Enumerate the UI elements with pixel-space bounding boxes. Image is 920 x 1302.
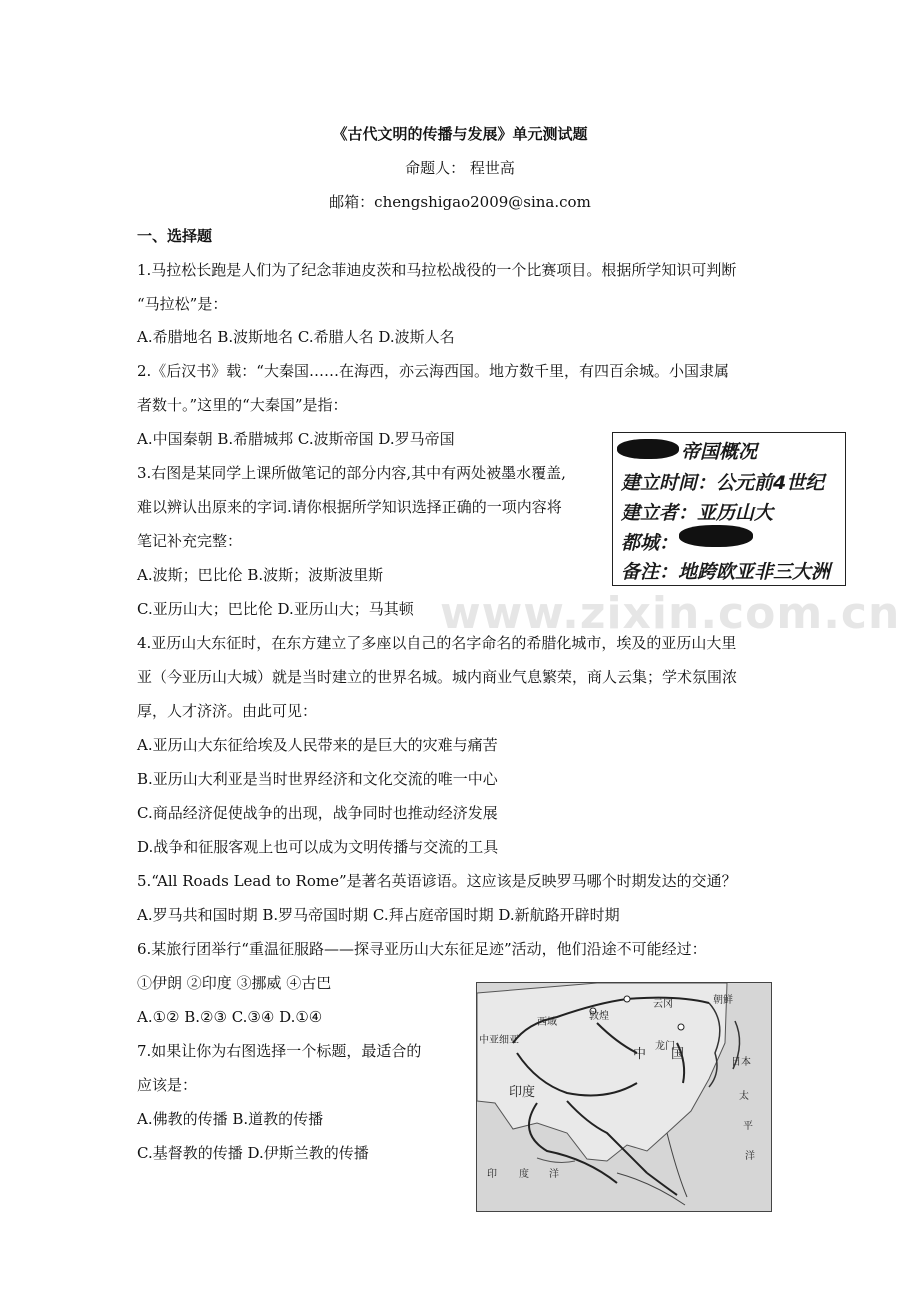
note-founder: 建立者：亚历山大 (621, 502, 774, 524)
map-label-central-asia: 中亚细亚 (479, 1035, 519, 1046)
question-4-stem-end: 厚，人才济济。由此可见： (137, 702, 318, 720)
question-2-stem: 2.《后汉书》载：“大秦国……在海西，亦云海西国。地方数千里，有四百余城。小国隶属 (137, 362, 729, 380)
question-6-choices: ①伊朗 ②印度 ③挪威 ④古巴 (137, 974, 332, 992)
map-label-pacific-3: 洋 (745, 1151, 755, 1162)
question-2-stem-cont: 者数十。”这里的“大秦国”是指： (137, 396, 348, 414)
map-label-japan: 日本 (731, 1057, 751, 1068)
author-line: 命题人： 程世高 (405, 159, 515, 177)
map-label-xiyu: 西域 (537, 1017, 557, 1028)
map-label-pacific-2: 平 (743, 1121, 753, 1132)
question-3-stem-end: 笔记补充完整： (137, 532, 243, 550)
question-3-options-ab: A.波斯；巴比伦 B.波斯；波斯波里斯 (137, 566, 384, 584)
question-5-options: A.罗马共和国时期 B.罗马帝国时期 C.拜占庭帝国时期 D.新航路开辟时期 (137, 906, 620, 924)
question-7-options-ab: A.佛教的传播 B.道教的传播 (137, 1110, 324, 1128)
map-label-indian-ocean-1: 印 (487, 1169, 497, 1180)
religion-spread-map (476, 982, 772, 1212)
note-title: 帝国概况 (681, 441, 758, 463)
question-3-stem: 3.右图是某同学上课所做笔记的部分内容,其中有两处被墨水覆盖, (137, 464, 566, 482)
document-title: 《古代文明的传播与发展》单元测试题 (332, 125, 588, 143)
map-label-india: 印度 (509, 1085, 536, 1100)
question-5-stem: 5.“All Roads Lead to Rome”是著名英语谚语。这应该是反映罗马哪个时期发达的交通？ (137, 872, 737, 890)
question-7-stem: 7.如果让你为右图选择一个标题，最适合的 (137, 1042, 422, 1060)
ink-blot (617, 439, 679, 459)
question-4-option-d: D.战争和征服客观上也可以成为文明传播与交流的工具 (137, 838, 499, 856)
map-label-pacific-1: 太 (739, 1091, 749, 1102)
handwritten-note-figure (612, 432, 846, 586)
question-1-stem-cont: “马拉松”是： (137, 295, 228, 313)
question-4-stem-cont: 亚（今亚历山大城）就是当时建立的世界名城。城内商业气息繁荣，商人云集；学术氛围浓 (137, 668, 738, 686)
note-remark: 备注：地跨欧亚非三大洲 (621, 561, 831, 583)
note-founding-time: 建立时间：公元前4世纪 (621, 472, 825, 494)
section-heading: 一、选择题 (137, 227, 213, 245)
question-3-options-cd: C.亚历山大；巴比伦 D.亚历山大；马其顿 (137, 600, 414, 618)
question-3-stem-cont: 难以辨认出原来的字词.请你根据所学知识选择正确的一项内容将 (137, 498, 562, 516)
question-4-option-b: B.亚历山大利亚是当时世界经济和文化交流的唯一中心 (137, 770, 498, 788)
map-label-indian-ocean-3: 洋 (549, 1169, 559, 1180)
question-4-option-c: C.商品经济促使战争的出现，战争同时也推动经济发展 (137, 804, 498, 822)
question-2-options: A.中国秦朝 B.希腊城邦 C.波斯帝国 D.罗马帝国 (137, 430, 455, 448)
watermark: www.zixin.com.cn (440, 588, 901, 639)
note-capital: 都城： (621, 532, 679, 554)
map-label-zhong: 中 (633, 1047, 647, 1062)
question-1-options: A.希腊地名 B.波斯地名 C.希腊人名 D.波斯人名 (137, 328, 455, 346)
map-label-dunhuang: 敦煌 (589, 1011, 609, 1022)
email-line: 邮箱：chengshigao2009@sina.com (329, 193, 591, 211)
map-label-longmen: 龙门 (655, 1041, 675, 1052)
question-7-stem-cont: 应该是： (137, 1076, 198, 1094)
question-1-stem: 1.马拉松长跑是人们为了纪念菲迪皮茨和马拉松战役的一个比赛项目。根据所学知识可判断 (137, 261, 737, 279)
map-label-indian-ocean-2: 度 (519, 1169, 529, 1180)
question-7-options-cd: C.基督教的传播 D.伊斯兰教的传播 (137, 1144, 369, 1162)
question-6-stem: 6.某旅行团举行“重温征服路——探寻亚历山大东征足迹”活动，他们沿途不可能经过： (137, 940, 707, 958)
map-label-guo: 国 (671, 1047, 685, 1062)
map-label-yungang: 云冈 (653, 999, 673, 1010)
map-label-korea: 朝鲜 (713, 995, 733, 1006)
ink-blot (679, 525, 753, 547)
question-4-option-a: A.亚历山大东征给埃及人民带来的是巨大的灾难与痛苦 (137, 736, 498, 754)
question-6-options: A.①② B.②③ C.③④ D.①④ (137, 1008, 323, 1026)
question-4-stem: 4.亚历山大东征时，在东方建立了多座以自己的名字命名的希腊化城市，埃及的亚历山大里 (137, 634, 737, 652)
